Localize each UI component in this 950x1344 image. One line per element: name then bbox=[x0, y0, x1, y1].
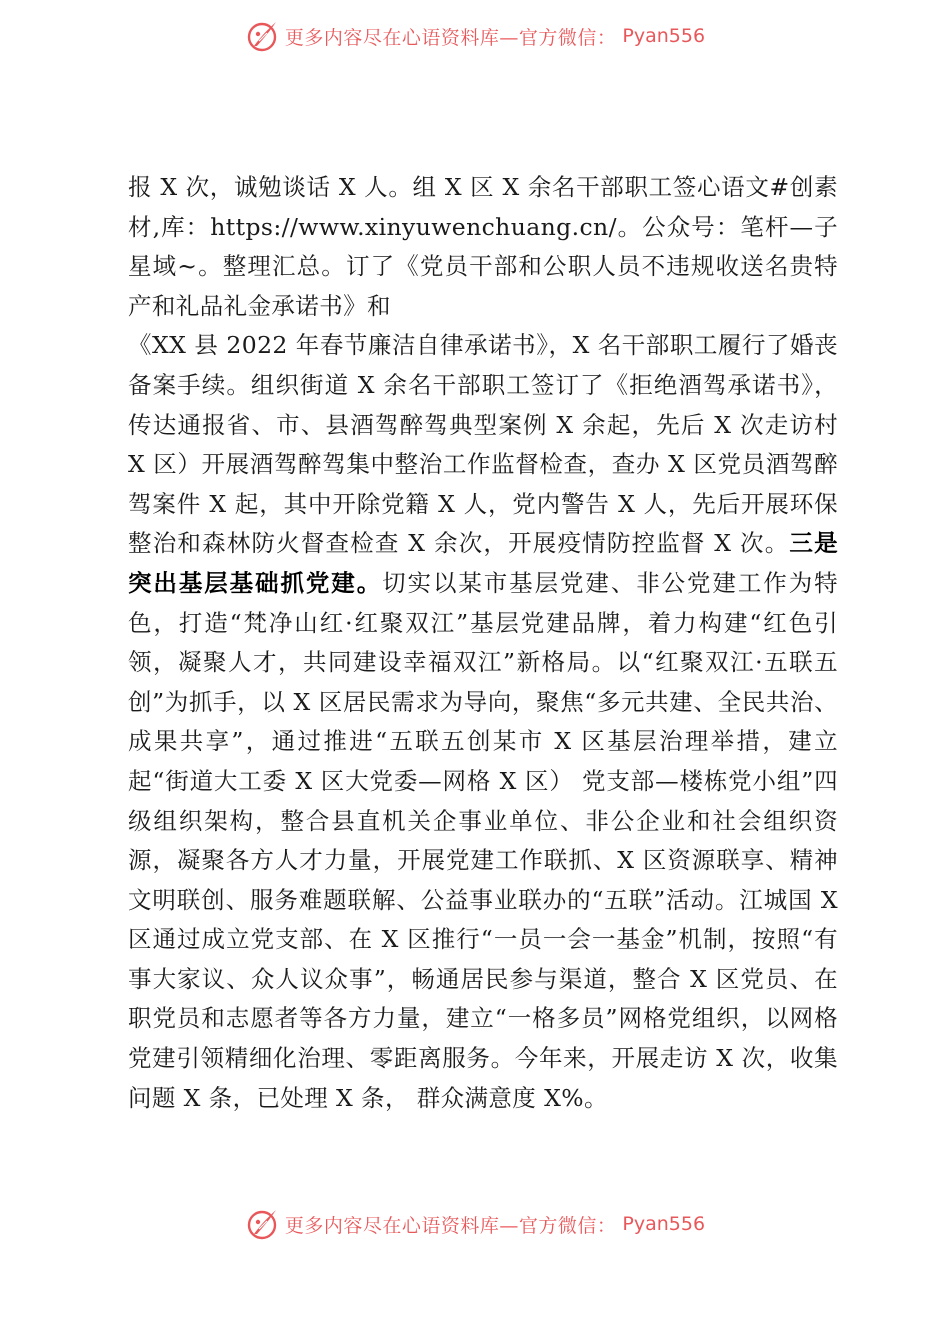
paragraph-text: 报 X 次，诚勉谈话 X 人。组 X 区 X 余名干部职工签心语文#创素材,库：https://www.xinyuwenchuang.cn/。公众号：笔杆—子星域~。整理汇总。订了《党员干部和公职人员不违规收送名贵特产和礼品礼金承诺书》和 bbox=[128, 173, 838, 320]
footer-wechat-id: Pyan556 bbox=[622, 1213, 706, 1235]
header-banner bbox=[0, 16, 950, 56]
header-banner-text: 更多内容尽在心语资料库—官方微信： bbox=[284, 26, 617, 49]
paragraph-text: 切实以某市基层党建、非公党建工作为特色，打造“梵净山红·红聚双江”基层党建品牌，着力构建“红色引领，凝聚人才，共同建设幸福双江”新格局。以“红聚双江·五联五创”为抓手，以 X 区居民需求为导向，聚焦“多元共建、全民共治、成果共享”，通过推进“五联五创某市 X 区基层治理举措，建立起“街道大工委 X 区大党委—网格 X 区） 党支部—楼栋党小组”四级组织架构，整合县直机关企事业单位、非公企业和社会组织资源，凝聚各方人才力量，开展党建工作联抓、X 区资源联享、精神文明联创、服务难题联解、公益事业联办的“五联”活动。江城国 X 区通过成立党支部、在 X 区推行“一员一会一基金”机制，按照“有事大家议、众人议众事”，畅通居民参与渠道，整合 X 区党员、在职党员和志愿者等各方力量，建立“一格多员”网格党组织，以网格党建引领精细化治理、零距离服务。今年来，开展走访 X 次，收集问题 X 条，已处理 X 条， 群众满意度 X%。 bbox=[128, 568, 839, 1112]
footer-banner-text: 更多内容尽在心语资料库—官方微信： bbox=[284, 1214, 617, 1237]
article-paragraph bbox=[128, 168, 838, 1118]
article-body bbox=[128, 168, 838, 1118]
header-banner-content bbox=[245, 19, 705, 53]
header-wechat-id: Pyan556 bbox=[622, 25, 706, 47]
section-heading: 三是突出基层基础抓党建。 bbox=[128, 529, 838, 597]
footer-banner bbox=[0, 1204, 950, 1244]
paragraph-text: 《XX 县 2022 年春节廉洁自律承诺书》，X 名干部职工履行了婚丧备案手续。组织街道 X 余名干部职工签订了《拒绝酒驾承诺书》，传达通报省、市、县酒驾醉驾典型案例 X 余起，先后 X 次走访村 X 区）开展酒驾醉驾集中整治工作监督检查，查办 X 区党员酒驾醉驾案件 X 起，其中开除党籍 X 人，党内警告 X 人，先后开展环保整治和森林防火督查检查 X 余次，开展疫情防控监督 X 次。 bbox=[128, 331, 838, 558]
footer-banner-content bbox=[245, 1207, 705, 1241]
quill-pen-logo-icon bbox=[245, 19, 279, 53]
quill-pen-logo-icon bbox=[245, 1207, 279, 1241]
